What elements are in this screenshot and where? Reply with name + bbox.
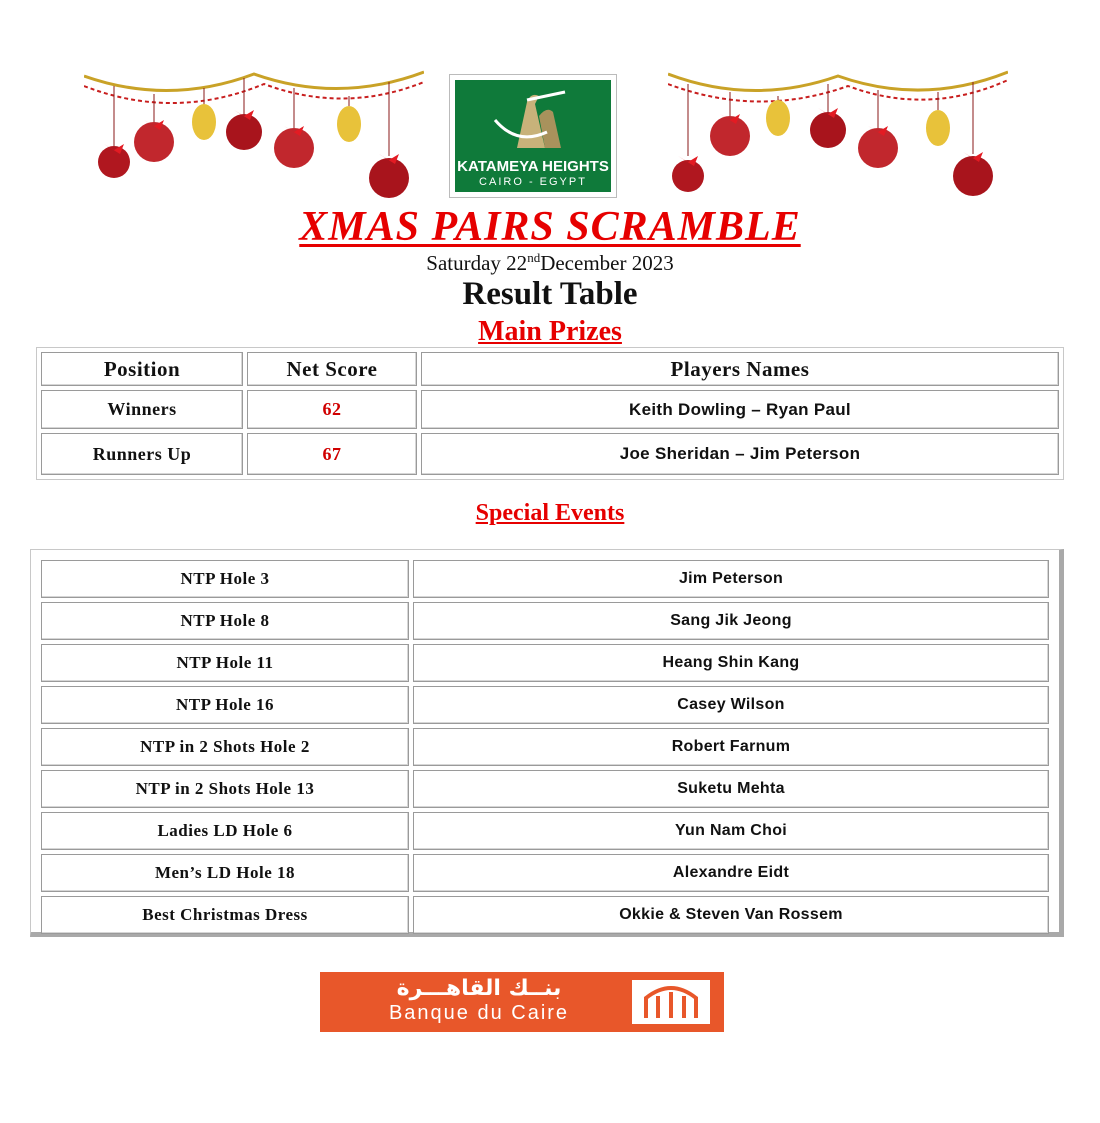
event-cell: NTP Hole 3 xyxy=(41,560,409,598)
winner-cell: Yun Nam Choi xyxy=(413,812,1049,850)
table-row xyxy=(41,896,1049,934)
winner-cell: Jim Peterson xyxy=(413,560,1049,598)
sponsor-name-english: Banque du Caire xyxy=(388,1002,570,1024)
golf-logo-icon xyxy=(487,86,579,152)
table-row xyxy=(41,812,1049,850)
event-cell: NTP Hole 16 xyxy=(41,686,409,724)
special-events-heading: Special Events xyxy=(475,500,625,526)
score-cell: 67 xyxy=(247,433,417,475)
special-events-panel xyxy=(30,549,1064,937)
header-players-names: Players Names xyxy=(421,352,1059,386)
event-date: Saturday 22ndDecember 2023 xyxy=(426,250,674,275)
header-net-score: Net Score xyxy=(247,352,417,386)
bank-logo-icon xyxy=(632,980,710,1024)
event-cell: Ladies LD Hole 6 xyxy=(41,812,409,850)
players-cell: Joe Sheridan – Jim Peterson xyxy=(421,433,1059,475)
main-prizes-table xyxy=(36,347,1064,480)
christmas-ornaments-right xyxy=(668,66,1008,206)
header-position: Position xyxy=(41,352,243,386)
winner-cell: Alexandre Eidt xyxy=(413,854,1049,892)
winner-cell: Robert Farnum xyxy=(413,728,1049,766)
players-cell: Keith Dowling – Ryan Paul xyxy=(421,390,1059,429)
sponsor-name-arabic: بنــك القاهـــرة xyxy=(396,976,562,1001)
winner-cell: Suketu Mehta xyxy=(413,770,1049,808)
event-cell: NTP in 2 Shots Hole 13 xyxy=(41,770,409,808)
christmas-ornaments-left xyxy=(84,66,424,206)
club-logo xyxy=(449,74,617,198)
winner-cell: Heang Shin Kang xyxy=(413,644,1049,682)
event-cell: NTP Hole 11 xyxy=(41,644,409,682)
score-cell: 62 xyxy=(247,390,417,429)
winner-cell: Sang Jik Jeong xyxy=(413,602,1049,640)
winner-cell: Okkie & Steven Van Rossem xyxy=(413,896,1049,934)
event-title: XMAS PAIRS SCRAMBLE xyxy=(299,204,801,250)
special-events-table xyxy=(37,556,1053,938)
table-row xyxy=(41,602,1049,640)
club-logo-panel xyxy=(455,80,611,192)
table-row xyxy=(41,686,1049,724)
winner-cell: Casey Wilson xyxy=(413,686,1049,724)
position-cell: Winners xyxy=(41,390,243,429)
event-cell: NTP Hole 8 xyxy=(41,602,409,640)
table-row xyxy=(41,390,1059,429)
table-row xyxy=(41,644,1049,682)
table-row xyxy=(41,854,1049,892)
table-row xyxy=(41,728,1049,766)
club-name: KATAMEYA HEIGHTS xyxy=(457,158,609,175)
table-row xyxy=(41,770,1049,808)
event-cell: Best Christmas Dress xyxy=(41,896,409,934)
main-prizes-heading: Main Prizes xyxy=(478,316,622,347)
result-table-title: Result Table xyxy=(462,276,638,312)
club-location: CAIRO - EGYPT xyxy=(479,176,587,188)
event-cell: Men’s LD Hole 18 xyxy=(41,854,409,892)
table-row xyxy=(41,433,1059,475)
sponsor-logo xyxy=(320,972,724,1032)
position-cell: Runners Up xyxy=(41,433,243,475)
table-row xyxy=(41,560,1049,598)
table-header-row xyxy=(41,352,1059,386)
event-cell: NTP in 2 Shots Hole 2 xyxy=(41,728,409,766)
